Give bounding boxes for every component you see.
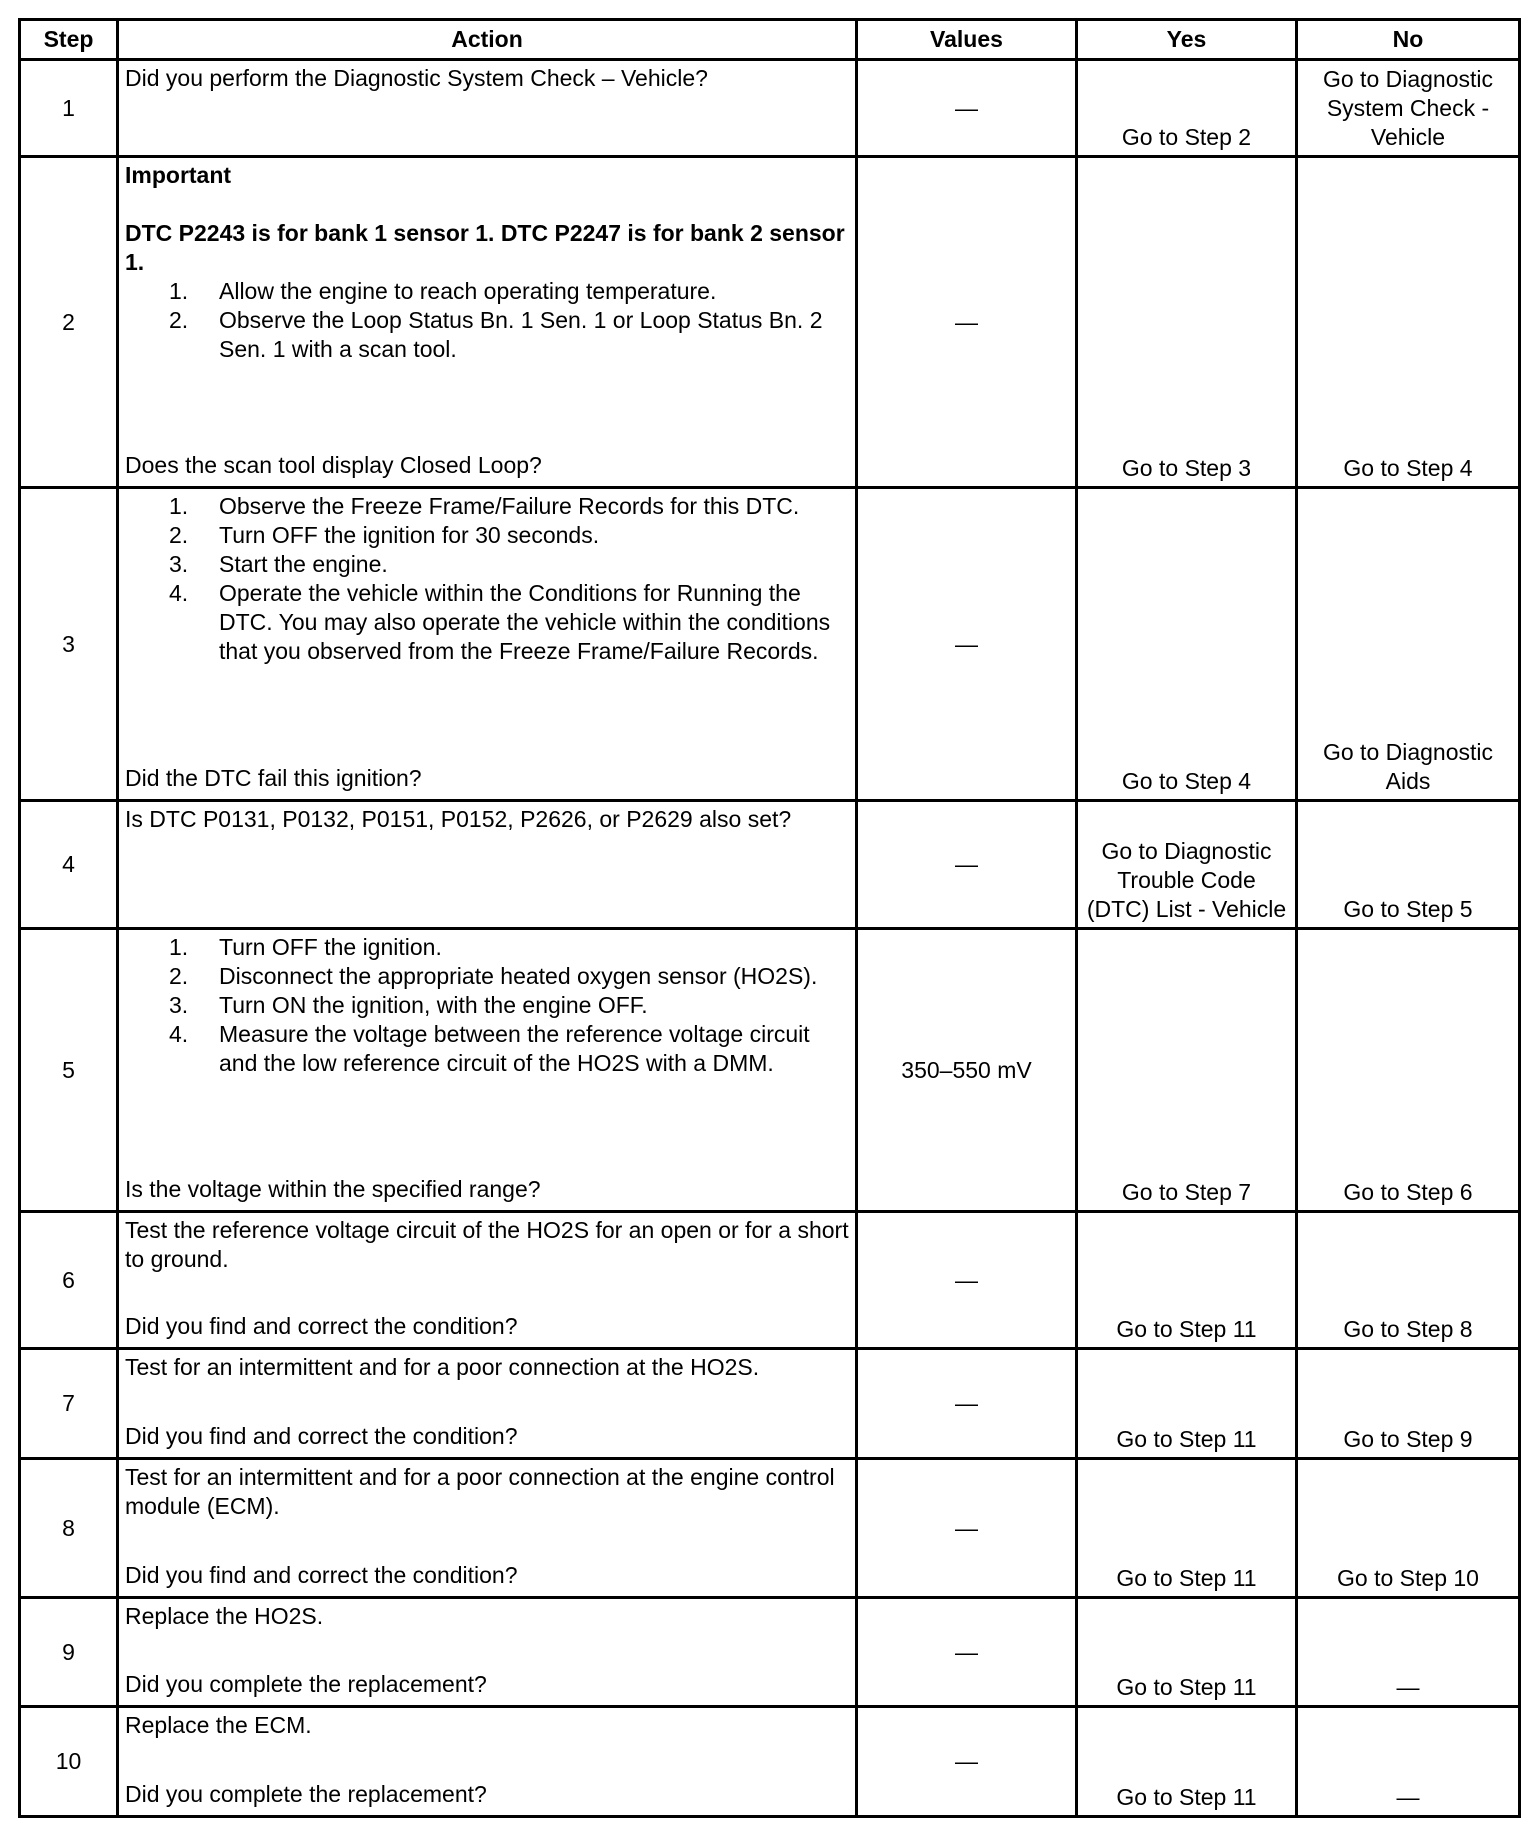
list-number: 4. (169, 580, 189, 606)
action-content (125, 1353, 849, 1451)
action-text: Test the reference voltage circuit of the HO2S for an open or for a short to ground. (125, 1217, 849, 1272)
list-text: Operate the vehicle within the Conditions for Running the DTC. You may also operate the vehicle within the conditions that you observed from the Freeze Frame/Failure Records. (219, 580, 831, 664)
yes-cell: Go to Step 11 (1077, 1707, 1297, 1817)
table-row (20, 801, 1520, 929)
action-cell (118, 1212, 857, 1349)
step-number: 3 (20, 488, 118, 801)
yes-cell: Go to Step 11 (1077, 1349, 1297, 1459)
action-cell (118, 157, 857, 488)
list-number: 3. (169, 992, 189, 1018)
step-number: 7 (20, 1349, 118, 1459)
action-body (125, 492, 849, 666)
list-number: 4. (169, 1021, 189, 1047)
table-body (20, 60, 1520, 1817)
diagnostic-table (18, 18, 1521, 1818)
value-cell: — (857, 1349, 1077, 1459)
action-text: Replace the HO2S. (125, 1603, 324, 1629)
list-text: Start the engine. (219, 551, 388, 577)
action-body (125, 805, 849, 834)
header-row (20, 20, 1520, 60)
yes-cell: Go to Step 7 (1077, 929, 1297, 1212)
action-text: Test for an intermittent and for a poor connection at the engine control module (ECM). (125, 1464, 835, 1519)
question-text: Did you complete the replacement? (125, 1671, 487, 1697)
action-text: Replace the ECM. (125, 1712, 312, 1738)
action-cell (118, 1459, 857, 1598)
header-step: Step (20, 20, 118, 60)
no-cell: — (1297, 1598, 1520, 1707)
yes-cell: Go to Step 2 (1077, 60, 1297, 157)
action-cell (118, 1598, 857, 1707)
value-cell: — (857, 60, 1077, 157)
no-cell: Go to Step 4 (1297, 157, 1520, 488)
table-row (20, 60, 1520, 157)
procedure-list (125, 492, 849, 666)
question-text: Did the DTC fail this ignition? (125, 765, 422, 791)
step-number: 1 (20, 60, 118, 157)
list-item (169, 306, 849, 364)
action-content (125, 64, 849, 149)
no-cell: Go to Diagnostic Aids (1297, 488, 1520, 801)
header-values: Values (857, 20, 1077, 60)
list-text: Observe the Loop Status Bn. 1 Sen. 1 or Loop Status Bn. 2 Sen. 1 with a scan tool. (219, 307, 823, 362)
list-text: Turn OFF the ignition. (219, 934, 442, 960)
value-cell: — (857, 1598, 1077, 1707)
question-text: Does the scan tool display Closed Loop? (125, 452, 542, 478)
yes-cell: Go to Step 11 (1077, 1459, 1297, 1598)
action-body (125, 1602, 849, 1631)
yes-cell: Go to Step 11 (1077, 1212, 1297, 1349)
value-cell: 350–550 mV (857, 929, 1077, 1212)
list-item (169, 933, 849, 962)
step-number: 4 (20, 801, 118, 929)
value-cell: — (857, 801, 1077, 929)
procedure-list (125, 277, 849, 364)
list-item (169, 521, 849, 550)
table-row (20, 157, 1520, 488)
question-text: Did you find and correct the condition? (125, 1562, 518, 1588)
header-action: Action (118, 20, 857, 60)
list-text: Disconnect the appropriate heated oxygen sensor (HO2S). (219, 963, 818, 989)
list-number: 1. (169, 493, 189, 519)
action-content (125, 1463, 849, 1590)
no-cell: Go to Step 6 (1297, 929, 1520, 1212)
action-cell (118, 488, 857, 801)
yes-cell: Go to Diagnostic Trouble Code (DTC) List - Vehicle (1077, 801, 1297, 929)
action-text: Test for an intermittent and for a poor connection at the HO2S. (125, 1354, 760, 1380)
action-body (125, 1711, 849, 1740)
step-number: 2 (20, 157, 118, 488)
action-cell (118, 929, 857, 1212)
value-cell: — (857, 1459, 1077, 1598)
important-text: DTC P2243 is for bank 1 sensor 1. DTC P2247 is for bank 2 sensor 1. (125, 220, 845, 275)
no-cell: — (1297, 1707, 1520, 1817)
header-no: No (1297, 20, 1520, 60)
table-row (20, 1459, 1520, 1598)
table-row (20, 1707, 1520, 1817)
value-cell: — (857, 1707, 1077, 1817)
action-cell (118, 1707, 857, 1817)
question-text: Did you find and correct the condition? (125, 1313, 518, 1339)
step-number: 6 (20, 1212, 118, 1349)
step-number: 5 (20, 929, 118, 1212)
no-cell: Go to Step 10 (1297, 1459, 1520, 1598)
step-number: 8 (20, 1459, 118, 1598)
list-number: 3. (169, 551, 189, 577)
action-cell (118, 801, 857, 929)
list-text: Turn ON the ignition, with the engine OFF. (219, 992, 648, 1018)
action-content (125, 805, 849, 921)
action-cell (118, 60, 857, 157)
action-content (125, 933, 849, 1204)
yes-cell: Go to Step 4 (1077, 488, 1297, 801)
value-cell: — (857, 157, 1077, 488)
header-yes: Yes (1077, 20, 1297, 60)
table-row (20, 1212, 1520, 1349)
table-row (20, 488, 1520, 801)
action-body (125, 161, 849, 364)
step-number: 9 (20, 1598, 118, 1707)
action-body (125, 1353, 849, 1382)
list-text: Turn OFF the ignition for 30 seconds. (219, 522, 600, 548)
table-row (20, 1349, 1520, 1459)
no-cell: Go to Diagnostic System Check - Vehicle (1297, 60, 1520, 157)
action-text: Did you perform the Diagnostic System Check – Vehicle? (125, 65, 708, 91)
action-text: Is DTC P0131, P0132, P0151, P0152, P2626, or P2629 also set? (125, 806, 792, 832)
question-text: Did you complete the replacement? (125, 1781, 487, 1807)
action-content (125, 161, 849, 480)
no-cell: Go to Step 8 (1297, 1212, 1520, 1349)
list-text: Observe the Freeze Frame/Failure Records for this DTC. (219, 493, 800, 519)
table-row (20, 929, 1520, 1212)
list-number: 2. (169, 307, 189, 333)
list-number: 2. (169, 963, 189, 989)
question-text: Is the voltage within the specified range? (125, 1176, 541, 1202)
value-cell: — (857, 1212, 1077, 1349)
list-item (169, 579, 849, 666)
action-body (125, 1216, 849, 1274)
procedure-list (125, 933, 849, 1078)
action-cell (118, 1349, 857, 1459)
list-number: 1. (169, 278, 189, 304)
value-cell: — (857, 488, 1077, 801)
list-item (169, 991, 849, 1020)
list-number: 1. (169, 934, 189, 960)
step-number: 10 (20, 1707, 118, 1817)
yes-cell: Go to Step 11 (1077, 1598, 1297, 1707)
list-item (169, 1020, 849, 1078)
list-item (169, 492, 849, 521)
important-title: Important (125, 162, 232, 188)
yes-cell: Go to Step 3 (1077, 157, 1297, 488)
list-text: Allow the engine to reach operating temperature. (219, 278, 717, 304)
no-cell: Go to Step 5 (1297, 801, 1520, 929)
list-text: Measure the voltage between the reference voltage circuit and the low reference circuit of the HO2S with a DMM. (219, 1021, 810, 1076)
action-body (125, 1463, 849, 1521)
list-item (169, 277, 849, 306)
action-content (125, 492, 849, 793)
list-item (169, 962, 849, 991)
no-cell: Go to Step 9 (1297, 1349, 1520, 1459)
list-number: 2. (169, 522, 189, 548)
table-row (20, 1598, 1520, 1707)
action-body (125, 64, 849, 93)
question-text: Did you find and correct the condition? (125, 1423, 518, 1449)
action-body (125, 933, 849, 1078)
action-content (125, 1216, 849, 1341)
action-content (125, 1602, 849, 1699)
action-content (125, 1711, 849, 1809)
list-item (169, 550, 849, 579)
